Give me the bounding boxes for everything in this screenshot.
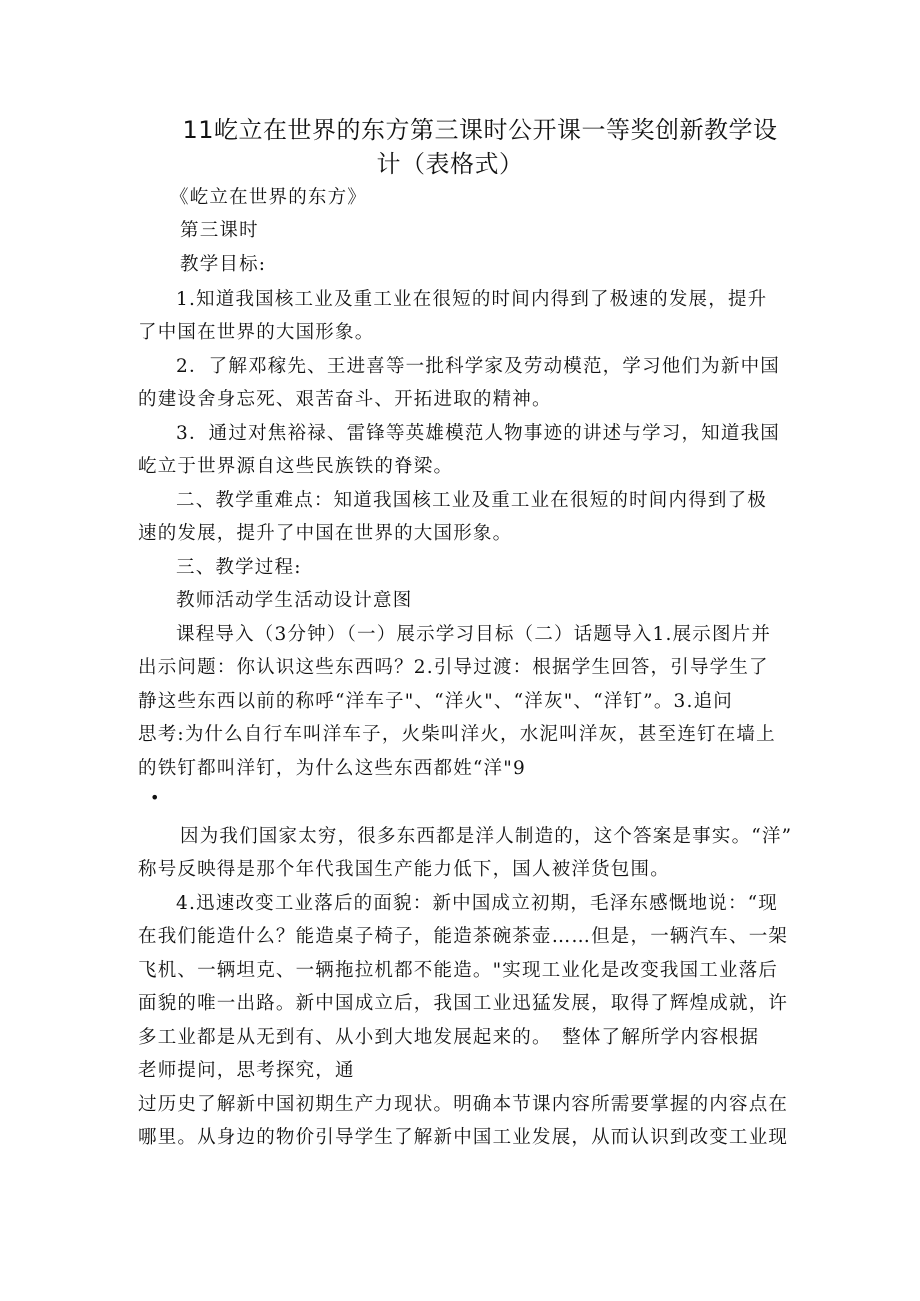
paragraph-line: 过历史了解新中国初期生产力现状。明确本节课内容所需要掌握的内容点在 bbox=[138, 1094, 789, 1115]
paragraph-line: 飞机、一辆坦克、一辆拖拉机都不能造。"实现工业化是改变我国工业落后 bbox=[138, 960, 779, 981]
bullet-mark: • bbox=[150, 788, 160, 807]
paragraph-line: 的建设舍身忘死、艰苦奋斗、开拓进取的精神。 bbox=[138, 389, 552, 410]
section-heading-objectives: 教学目标: bbox=[180, 254, 267, 275]
table-header-text: 教师活动学生活动设计意图 bbox=[176, 590, 413, 611]
paragraph-line: 在我们能造什么？能造桌子椅子，能造茶碗茶壶……但是，一辆汽车、一架 bbox=[138, 926, 789, 947]
section-heading-key-points: 二、教学重难点：知道我国核工业及重工业在很短的时间内得到了极 bbox=[176, 490, 768, 511]
paragraph-line: 了中国在世界的大国形象。 bbox=[138, 322, 375, 343]
paragraph-line: 2．了解邓稼先、王进喜等一批科学家及劳动模范，学习他们为新中国 bbox=[176, 356, 780, 377]
document-title-line-2: 计（表格式） bbox=[376, 150, 524, 178]
paragraph-line: 课程导入（3分钟）（一）展示学习目标（二）话题导入1.展示图片并 bbox=[176, 624, 772, 645]
paragraph-line: 面貌的唯一出路。新中国成立后，我国工业迅猛发展，取得了辉煌成就，许 bbox=[138, 993, 789, 1014]
paragraph-line: 速的发展，提升了中国在世界的大国形象。 bbox=[138, 523, 513, 544]
document-title-line-1: 11屹立在世界的东方第三课时公开课一等奖创新教学设 bbox=[182, 116, 778, 144]
book-title: 《屹立在世界的东方》 bbox=[170, 187, 368, 208]
paragraph-line: 哪里。从身边的物价引导学生了解新中国工业发展，从而认识到改变工业现 bbox=[138, 1127, 789, 1148]
paragraph-line: 静这些东西以前的称呼“洋车子"、“洋火"、“洋灰"、“洋钉”。3.追问 bbox=[138, 691, 733, 712]
section-heading-process: 三、教学过程: bbox=[176, 557, 302, 578]
paragraph-line: 出示问题：你认识这些东西吗？2.引导过渡：根据学生回答，引导学生了 bbox=[138, 657, 769, 678]
paragraph-line: 老师提问，思考探究，通 bbox=[138, 1060, 355, 1081]
lesson-number: 第三课时 bbox=[180, 220, 259, 241]
paragraph-line: 因为我们国家太穷，很多东西都是洋人制造的，这个答案是事实。“洋” bbox=[180, 826, 793, 847]
paragraph-line: 多工业都是从无到有、从小到大地发展起来的。 整体了解所学内容根据 bbox=[138, 1027, 760, 1048]
paragraph-line: 1.知道我国核工业及重工业在很短的时间内得到了极速的发展，提升 bbox=[176, 289, 768, 310]
paragraph-line: 4.迅速改变工业落后的面貌：新中国成立初期，毛泽东感慨地说：“现 bbox=[176, 893, 779, 914]
paragraph-line: 思考:为什么自行车叫洋车子，火柴叫洋火，水泥叫洋灰，甚至连钉在墙上 bbox=[138, 724, 776, 745]
paragraph-line: 屹立于世界源自这些民族铁的脊梁。 bbox=[138, 456, 454, 477]
paragraph-line: 3．通过对焦裕禄、雷锋等英雄模范人物事迹的讲述与学习，知道我国 bbox=[176, 423, 780, 444]
paragraph-line: 称号反映得是那个年代我国生产能力低下，国人被洋货包围。 bbox=[138, 859, 670, 880]
paragraph-line: 的铁钉都叫洋钉，为什么这些东西都姓“洋"9 bbox=[138, 758, 526, 779]
